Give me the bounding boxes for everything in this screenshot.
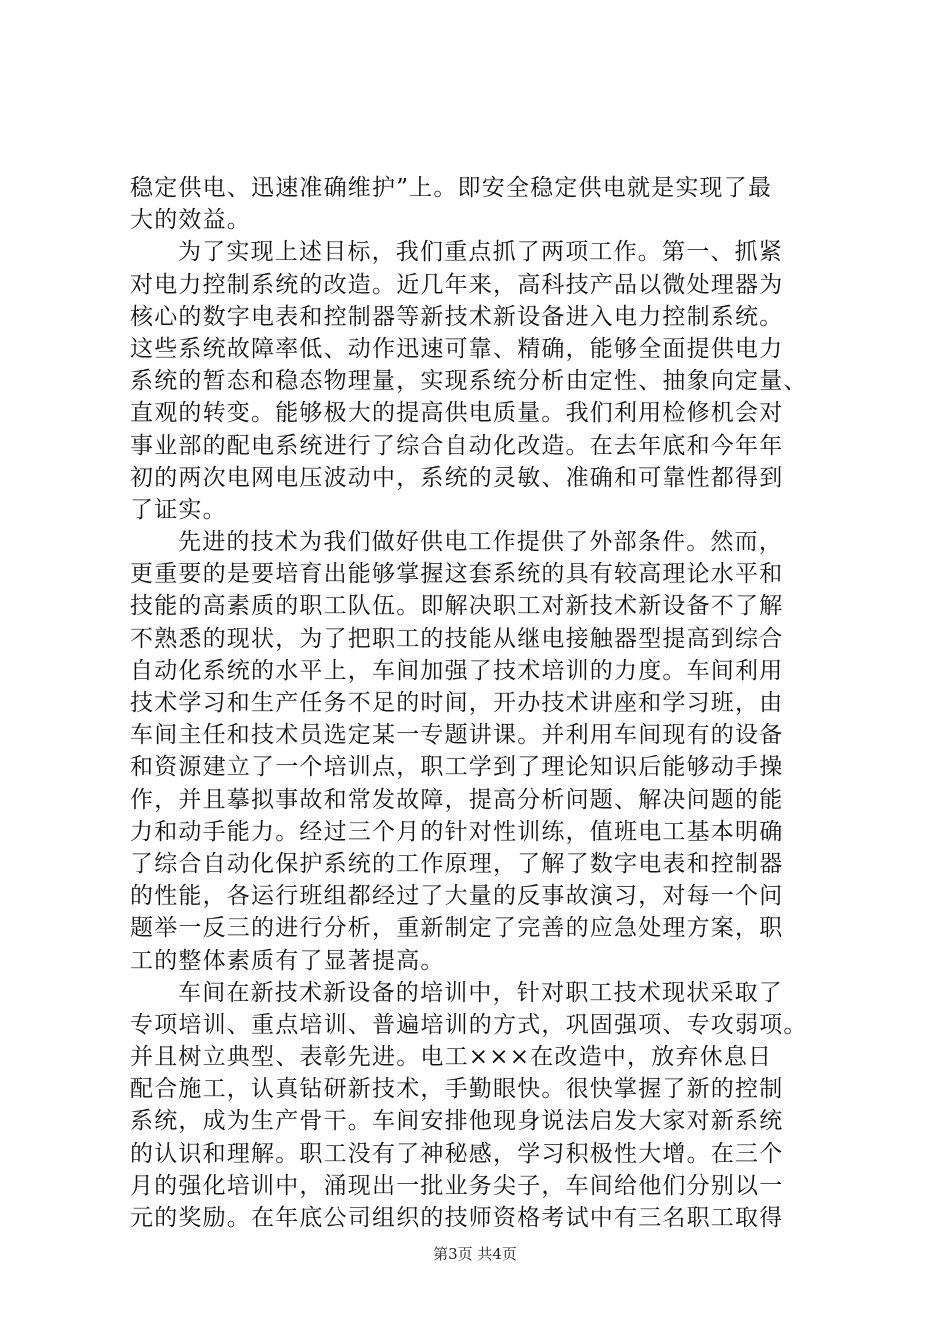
- text-line: 不熟悉的现状，为了把职工的技能从继电接触器型提高到综合: [130, 625, 784, 652]
- text-line: 和资源建立了一个培训点，职工学到了理论知识后能够动手操: [130, 754, 784, 781]
- text-line: 作，并且摹拟事故和常发故障，提高分析问题、解决问题的能: [130, 786, 784, 813]
- text-line: 工的整体素质有了显著提高。: [130, 947, 445, 974]
- paragraph-first-line: 先进的技术为我们做好供电工作提供了外部条件。然而，: [178, 529, 783, 556]
- text-line: 并且树立典型、表彰先进。电工×××在改造中，放弃休息日: [130, 1044, 773, 1071]
- text-line: 系统的暂态和稳态物理量，实现系统分析由定性、抽象向定量、: [130, 368, 808, 395]
- text-line: 的认识和理解。职工没有了神秘感，学习积极性大增。在三个: [130, 1140, 784, 1167]
- text-line: 力和动手能力。经过三个月的针对性训练，值班电工基本明确: [130, 818, 784, 845]
- paragraph-first-line: 为了实现上述目标，我们重点抓了两项工作。第一、抓紧: [178, 239, 783, 266]
- paragraph-first-line: 车间在新技术新设备的培训中，针对职工技术现状采取了: [178, 979, 783, 1006]
- text-line: 月的强化培训中，涌现出一批业务尖子，车间给他们分别以一: [130, 1172, 784, 1199]
- text-line: 核心的数字电表和控制器等新技术新设备进入电力控制系统。: [130, 303, 784, 330]
- text-line: 专项培训、重点培训、普遍培训的方式，巩固强项、专攻弱项。: [130, 1011, 808, 1038]
- text-line: 对电力控制系统的改造。近几年来，高科技产品以微处理器为: [130, 271, 784, 298]
- text-line: 配合施工，认真钻研新技术，手勤眼快。很快掌握了新的控制: [130, 1076, 784, 1103]
- text-line: 的性能，各运行班组都经过了大量的反事故演习，对每一个问: [130, 883, 784, 910]
- page-footer: 第3页 共4页: [433, 1245, 517, 1263]
- text-line: 直观的转变。能够极大的提高供电质量。我们利用检修机会对: [130, 400, 784, 427]
- text-line: 题举一反三的进行分析，重新制定了完善的应急处理方案，职: [130, 915, 784, 942]
- text-line: 了证实。: [130, 496, 227, 523]
- text-line: 事业部的配电系统进行了综合自动化改造。在去年底和今年年: [130, 432, 784, 459]
- document-body: [130, 172, 830, 1234]
- text-line: 了综合自动化保护系统的工作原理，了解了数字电表和控制器: [130, 850, 784, 877]
- text-line: 这些系统故障率低、动作迅速可靠、精确，能够全面提供电力: [130, 335, 784, 362]
- text-line: 技术学习和生产任务不足的时间，开办技术讲座和学习班，由: [130, 690, 784, 716]
- text-line: 车间主任和技术员选定某一专题讲课。并利用车间现有的设备: [130, 722, 784, 749]
- text-line: 稳定供电、迅速准确维护”上。即安全稳定供电就是实现了最: [130, 175, 773, 201]
- text-line: 大的效益。: [130, 207, 251, 234]
- text-line: 初的两次电网电压波动中，系统的灵敏、准确和可靠性都得到: [130, 464, 784, 491]
- text-line: 技能的高素质的职工队伍。即解决职工对新技术新设备不了解: [130, 593, 784, 620]
- text-line: 自动化系统的水平上，车间加强了技术培训的力度。车间利用: [130, 657, 784, 684]
- text-line: 系统，成为生产骨干。车间安排他现身说法启发大家对新系统: [130, 1108, 784, 1135]
- text-line: 更重要的是要培育出能够掌握这套系统的具有较高理论水平和: [130, 561, 784, 588]
- text-line: 元的奖励。在年底公司组织的技师资格考试中有三名职工取得: [130, 1205, 784, 1231]
